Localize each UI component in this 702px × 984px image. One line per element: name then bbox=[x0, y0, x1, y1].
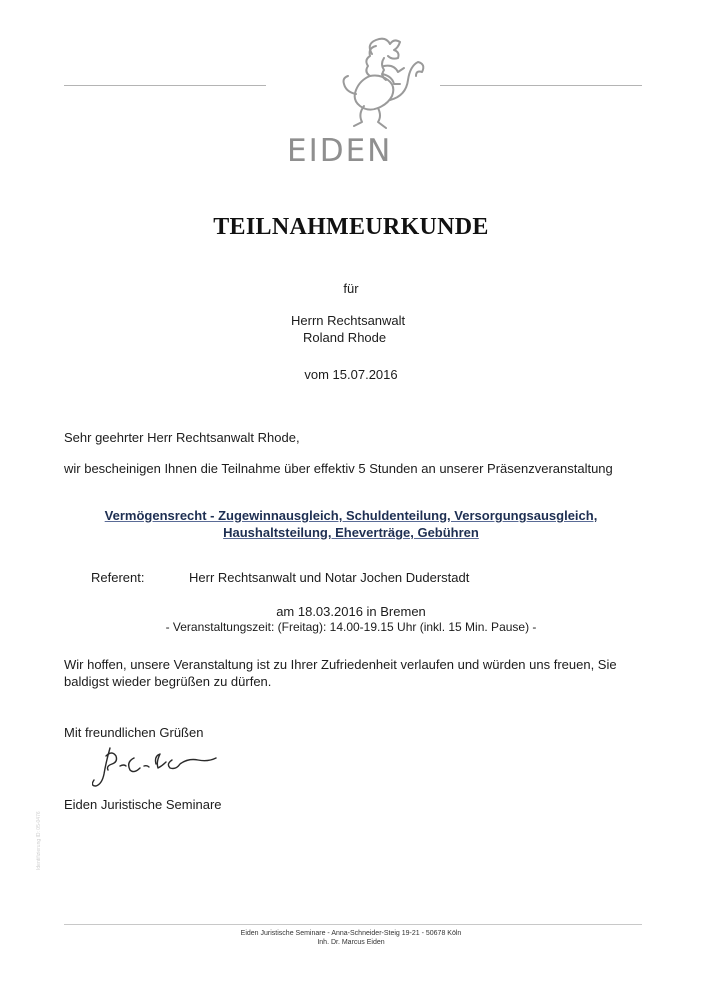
logo-wordmark: EIDEN bbox=[287, 133, 393, 169]
referent-label: Referent: bbox=[91, 570, 145, 585]
certificate-date: vom 15.07.2016 bbox=[304, 367, 398, 382]
footer-rule bbox=[64, 924, 642, 925]
course-title-line1-text: Vermögensrecht - Zugewinnausgleich, Schuldenteilung, Versorgungsausgleich, bbox=[104, 508, 598, 523]
lion-logo-icon bbox=[332, 34, 428, 134]
closing-text-line2: baldigst wieder begrüßen zu dürfen. bbox=[64, 674, 272, 689]
event-date: am 18.03.2016 in Bremen bbox=[276, 604, 426, 619]
recipient-name: Roland Rhode bbox=[303, 330, 387, 345]
regards: Mit freundlichen Grüßen bbox=[64, 725, 204, 740]
recipient-salutation: Herrn Rechtsanwalt bbox=[291, 313, 406, 328]
side-identification-note: Identifizierung ID: 05-0476 bbox=[36, 811, 42, 870]
footer-owner: Inh. Dr. Marcus Eiden bbox=[317, 939, 385, 946]
header-rule-right bbox=[440, 85, 642, 86]
closing-text-line1: Wir hoffen, unsere Veranstaltung ist zu Ihrer Zufriedenheit verlaufen und würden uns freuen, Sie bbox=[64, 657, 617, 672]
greeting: Sehr geehrter Herr Rechtsanwalt Rhode, bbox=[64, 430, 300, 445]
course-title-line1 bbox=[0, 507, 702, 524]
document-title: TEILNAHMEURKUNDE bbox=[213, 214, 489, 240]
for-label: für bbox=[343, 281, 359, 296]
referent-name: Herr Rechtsanwalt und Notar Jochen Duderstadt bbox=[189, 570, 470, 585]
footer-address: Eiden Juristische Seminare - Anna-Schneider-Steig 19-21 - 50678 Köln bbox=[240, 930, 462, 937]
confirmation-text: wir bescheinigen Ihnen die Teilnahme über effektiv 5 Stunden an unserer Präsenzveranstaltung bbox=[64, 461, 613, 476]
event-time: - Veranstaltungszeit: (Freitag): 14.00-19.15 Uhr (inkl. 15 Min. Pause) - bbox=[165, 620, 537, 634]
course-title-line2 bbox=[0, 524, 702, 541]
course-title-line2-text: Haushaltsteilung, Eheverträge, Gebühren bbox=[223, 525, 479, 540]
organization-name: Eiden Juristische Seminare bbox=[64, 797, 222, 812]
signature bbox=[92, 742, 232, 792]
header-rule-left bbox=[64, 85, 266, 86]
